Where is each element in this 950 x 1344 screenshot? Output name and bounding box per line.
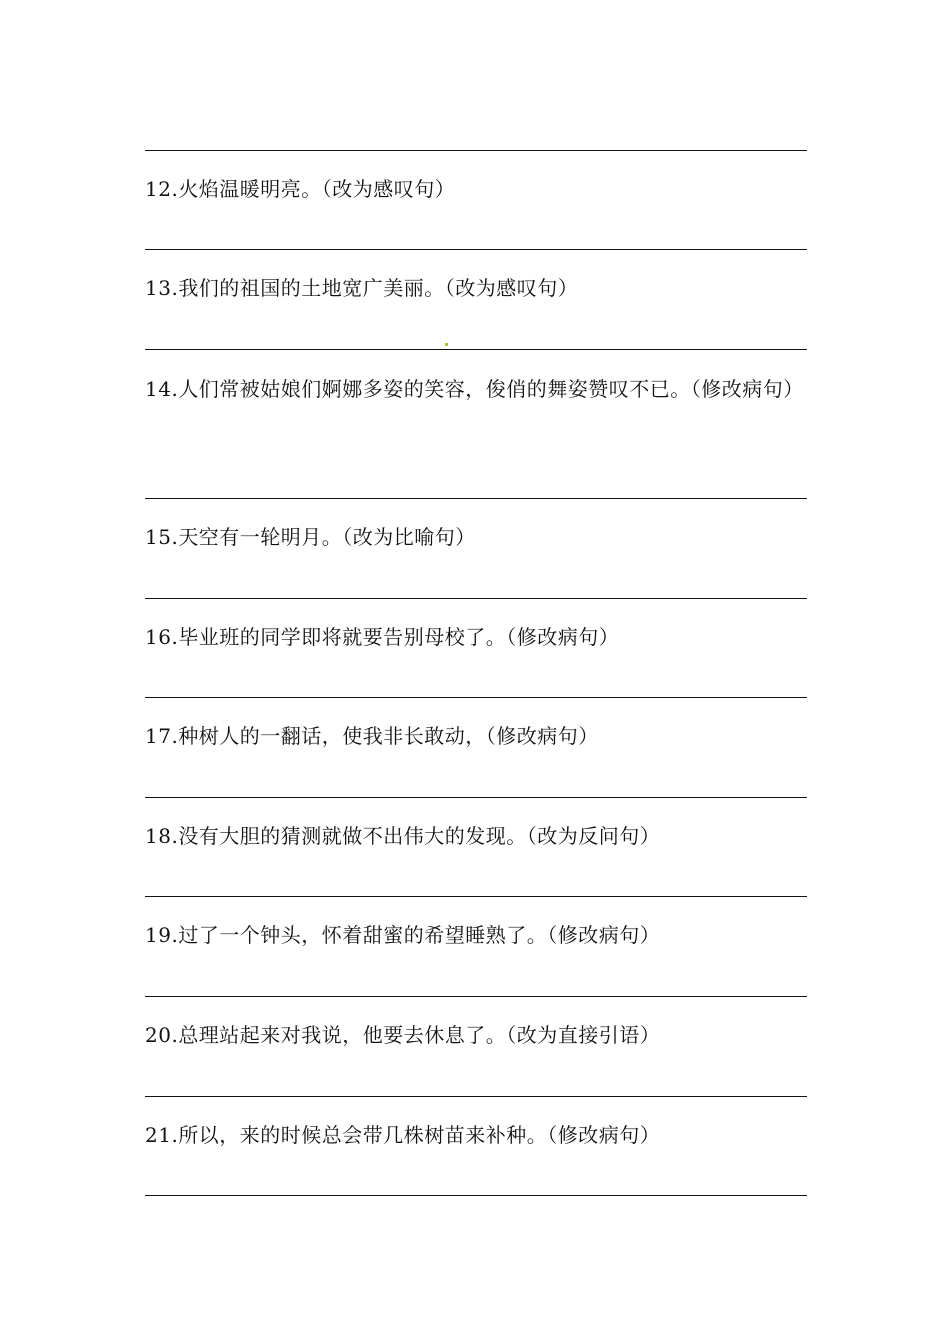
question-14 — [145, 364, 807, 414]
question-text: 天空有一轮明月。（改为比喻句） — [178, 525, 476, 549]
answer-line — [145, 498, 807, 499]
question-21 — [145, 1110, 807, 1160]
question-number: 19. — [145, 923, 179, 947]
question-text: 过了一个钟头，怀着甜蜜的希望睡熟了。（修改病句） — [178, 923, 661, 947]
question-text: 所以，来的时候总会带几株树苗来补种。（修改病句） — [178, 1123, 661, 1147]
question-text: 毕业班的同学即将就要告别母校了。（修改病句） — [178, 625, 620, 649]
question-18 — [145, 811, 807, 861]
question-16 — [145, 612, 807, 662]
question-number: 15. — [145, 525, 179, 549]
answer-line — [145, 697, 807, 698]
question-19 — [145, 910, 807, 960]
question-text: 没有大胆的猜测就做不出伟大的发现。（改为反问句） — [178, 824, 661, 848]
answer-line — [145, 249, 807, 250]
answer-line — [145, 996, 807, 997]
question-number: 16. — [145, 625, 179, 649]
question-number: 18. — [145, 824, 179, 848]
answer-line — [145, 1195, 807, 1196]
question-20 — [145, 1010, 807, 1060]
answer-line — [145, 598, 807, 599]
question-number: 13. — [145, 276, 179, 300]
stray-mark — [445, 343, 448, 346]
question-number: 14. — [145, 377, 179, 401]
question-17 — [145, 711, 807, 761]
question-number: 21. — [145, 1123, 179, 1147]
question-15 — [145, 512, 807, 562]
answer-line — [145, 1096, 807, 1097]
answer-line — [145, 797, 807, 798]
question-text: 人们常被姑娘们婀娜多姿的笑容，俊俏的舞姿赞叹不已。（修改病句） — [178, 377, 804, 401]
question-text: 总理站起来对我说，他要去休息了。（改为直接引语） — [178, 1023, 661, 1047]
question-text: 我们的祖国的土地宽广美丽。（改为感叹句） — [178, 276, 579, 300]
answer-line — [145, 896, 807, 897]
question-13 — [145, 263, 807, 313]
answer-line — [145, 150, 807, 151]
question-number: 12. — [145, 177, 179, 201]
question-12 — [145, 164, 807, 214]
question-number: 17. — [145, 724, 179, 748]
question-text: 火焰温暖明亮。（改为感叹句） — [178, 177, 456, 201]
answer-line — [145, 349, 807, 350]
question-text: 种树人的一翻话，使我非长敢动，（修改病句） — [178, 724, 599, 748]
question-number: 20. — [145, 1023, 179, 1047]
